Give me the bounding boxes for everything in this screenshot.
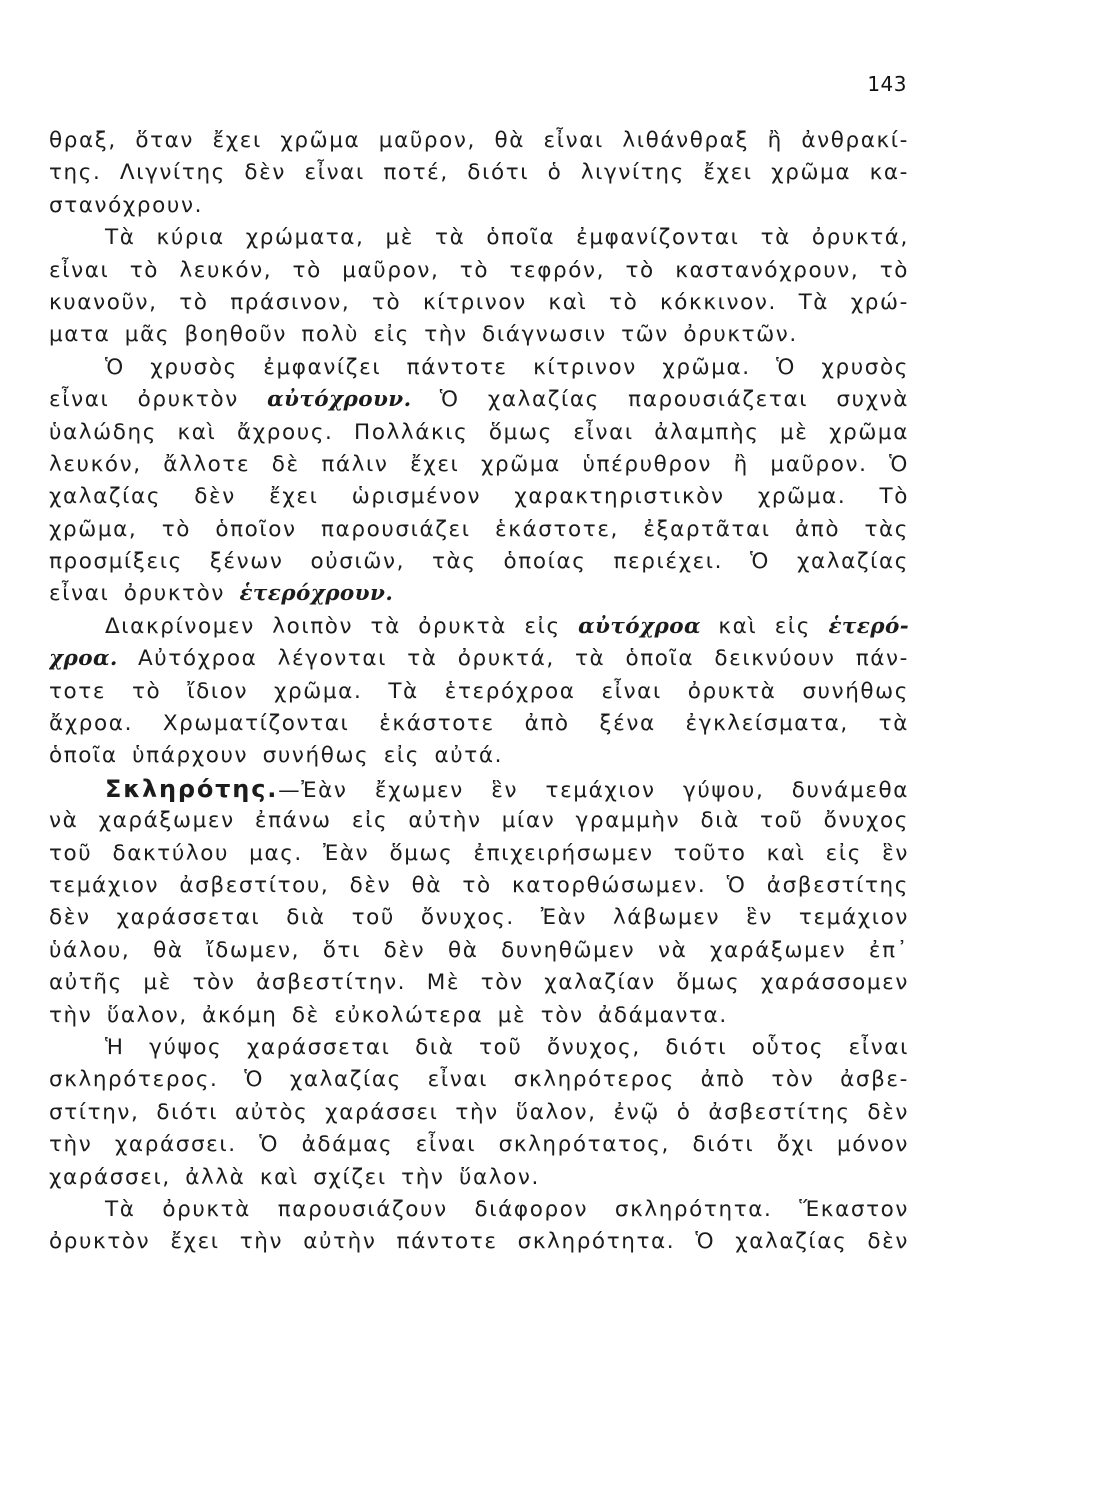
text-line: κυανοῦν, τὸ πράσινον, τὸ κίτρινον καὶ τὸ κόκκινον. Τὰ χρώ- (49, 289, 909, 315)
text-line: τὴν ὕαλον, ἀκόμη δὲ εὐκολώτερα μὲ τὸν ἀδάμαντα. (49, 1002, 728, 1028)
text-line: Τὰ ὀρυκτὰ παρουσιάζουν διάφορον σκληρότητα. Ἕκαστον (105, 1196, 909, 1222)
text-run: Αὐτόχροα λέγονται τὰ ὀρυκτά, τὰ ὁποῖα δεικνύουν πάν- (138, 646, 909, 672)
emphasized-term: ἑτερό- (828, 613, 909, 639)
text-line (49, 773, 909, 805)
section-heading: Σκληρότης. (105, 774, 279, 803)
text-line: στανόχρουν. (49, 192, 204, 218)
text-line: στίτην, διότι αὐτὸς χαράσσει τὴν ὕαλον, ἐνῷ ὁ ἀσβεστίτης δὲν (49, 1099, 909, 1125)
text-run: εἶναι ὀρυκτὸν (49, 581, 226, 607)
text-run: —Ἐὰν ἔχωμεν ἓν τεμάχιον γύψου, δυνάμεθα (278, 777, 909, 803)
text-line: της. Λιγνίτης δὲν εἶναι ποτέ, διότι ὁ λιγνίτης ἔχει χρῶμα κα- (49, 160, 909, 186)
text-line: Ὁ χρυσὸς ἐμφανίζει πάντοτε κίτρινον χρῶμα. Ὁ χρυσὸς (105, 354, 909, 380)
body-text (49, 125, 909, 1259)
text-line: ἄχροα. Χρωματίζονται ἑκάστοτε ἀπὸ ξένα ἐγκλείσματα, τὰ (49, 711, 909, 737)
text-line (49, 578, 909, 610)
text-run: Διακρίνομεν λοιπὸν τὰ ὀρυκτὰ εἰς (105, 613, 561, 639)
text-line: τεμάχιον ἀσβεστίτου, δὲν θὰ τὸ κατορθώσωμεν. Ὁ ἀσβεστίτης (49, 872, 909, 898)
text-line: αὐτῆς μὲ τὸν ἀσβεστίτην. Μὲ τὸν χαλαζίαν ὅμως χαράσσομεν (49, 970, 909, 996)
page-number: 143 (867, 72, 907, 96)
emphasized-term: χροα. (49, 646, 118, 672)
text-line: θραξ, ὅταν ἔχει χρῶμα μαῦρον, θὰ εἶναι λιθάνθραξ ἢ ἀνθρακί- (49, 128, 909, 153)
text-line: τοτε τὸ ἴδιον χρῶμα. Τὰ ἑτερόχροα εἶναι ὀρυκτὰ συνήθως (49, 678, 909, 704)
text-line: Τὰ κύρια χρώματα, μὲ τὰ ὁποῖα ἐμφανίζονται τὰ ὀρυκτά, (105, 225, 909, 251)
text-line: σκληρότερος. Ὁ χαλαζίας εἶναι σκληρότερος ἀπὸ τὸν ἀσβε- (49, 1067, 909, 1093)
text-line (49, 384, 909, 416)
text-line: ὑάλου, θὰ ἴδωμεν, ὅτι δὲν θὰ δυνηθῶμεν νὰ χαράξωμεν ἐπ᾽ (49, 937, 909, 963)
text-line: δὲν χαράσσεται διὰ τοῦ ὄνυχος. Ἐὰν λάβωμεν ἓν τεμάχιον (49, 905, 909, 931)
text-run: Ὁ χαλαζίας παρουσιάζεται συχνὰ (439, 387, 909, 413)
text-run: καὶ εἰς (718, 613, 812, 639)
text-line (49, 643, 909, 675)
emphasized-term: αὐτόχρουν. (267, 387, 412, 413)
text-line: χαλαζίας δὲν ἔχει ὡρισμένον χαρακτηριστικὸν χρῶμα. Τὸ (49, 484, 909, 510)
text-run: εἶναι ὀρυκτὸν (49, 387, 239, 413)
text-line: χαράσσει, ἀλλὰ καὶ σχίζει τὴν ὕαλον. (49, 1164, 540, 1190)
text-line: νὰ χαράξωμεν ἐπάνω εἰς αὐτὴν μίαν γραμμὴν διὰ τοῦ ὄνυχος (49, 808, 909, 834)
text-line: τοῦ δακτύλου μας. Ἐὰν ὅμως ἐπιχειρήσωμεν τοῦτο καὶ εἰς ἓν (49, 840, 909, 866)
text-line: ματα μᾶς βοηθοῦν πολὺ εἰς τὴν διάγνωσιν τῶν ὀρυκτῶν. (49, 322, 798, 348)
emphasized-term: αὐτόχροα (578, 613, 701, 639)
text-line: ὀρυκτὸν ἔχει τὴν αὐτὴν πάντοτε σκληρότητα. Ὁ χαλαζίας δὲν (49, 1229, 909, 1255)
text-line: προσμίξεις ξένων οὐσιῶν, τὰς ὁποίας περιέχει. Ὁ χαλαζίας (49, 549, 909, 575)
text-line: χρῶμα, τὸ ὁποῖον παρουσιάζει ἑκάστοτε, ἐξαρτᾶται ἀπὸ τὰς (49, 516, 909, 542)
text-line: τὴν χαράσσει. Ὁ ἀδάμας εἶναι σκληρότατος, διότι ὄχι μόνον (49, 1132, 909, 1158)
text-line (49, 611, 909, 643)
text-line: ὑαλώδης καὶ ἄχρους. Πολλάκις ὅμως εἶναι ἀλαμπὴς μὲ χρῶμα (49, 419, 909, 445)
text-line: ὁποῖα ὑπάρχουν συνήθως εἰς αὐτά. (49, 743, 504, 769)
text-line: λευκόν, ἄλλοτε δὲ πάλιν ἔχει χρῶμα ὑπέρυθρον ἢ μαῦρον. Ὁ (49, 451, 909, 477)
text-line: Ἡ γύψος χαράσσεται διὰ τοῦ ὄνυχος, διότι οὗτος εἶναι (105, 1034, 909, 1060)
text-line: εἶναι τὸ λευκόν, τὸ μαῦρον, τὸ τεφρόν, τὸ καστανόχρουν, τὸ (49, 257, 909, 283)
emphasized-term: ἑτερόχρουν. (239, 581, 394, 607)
